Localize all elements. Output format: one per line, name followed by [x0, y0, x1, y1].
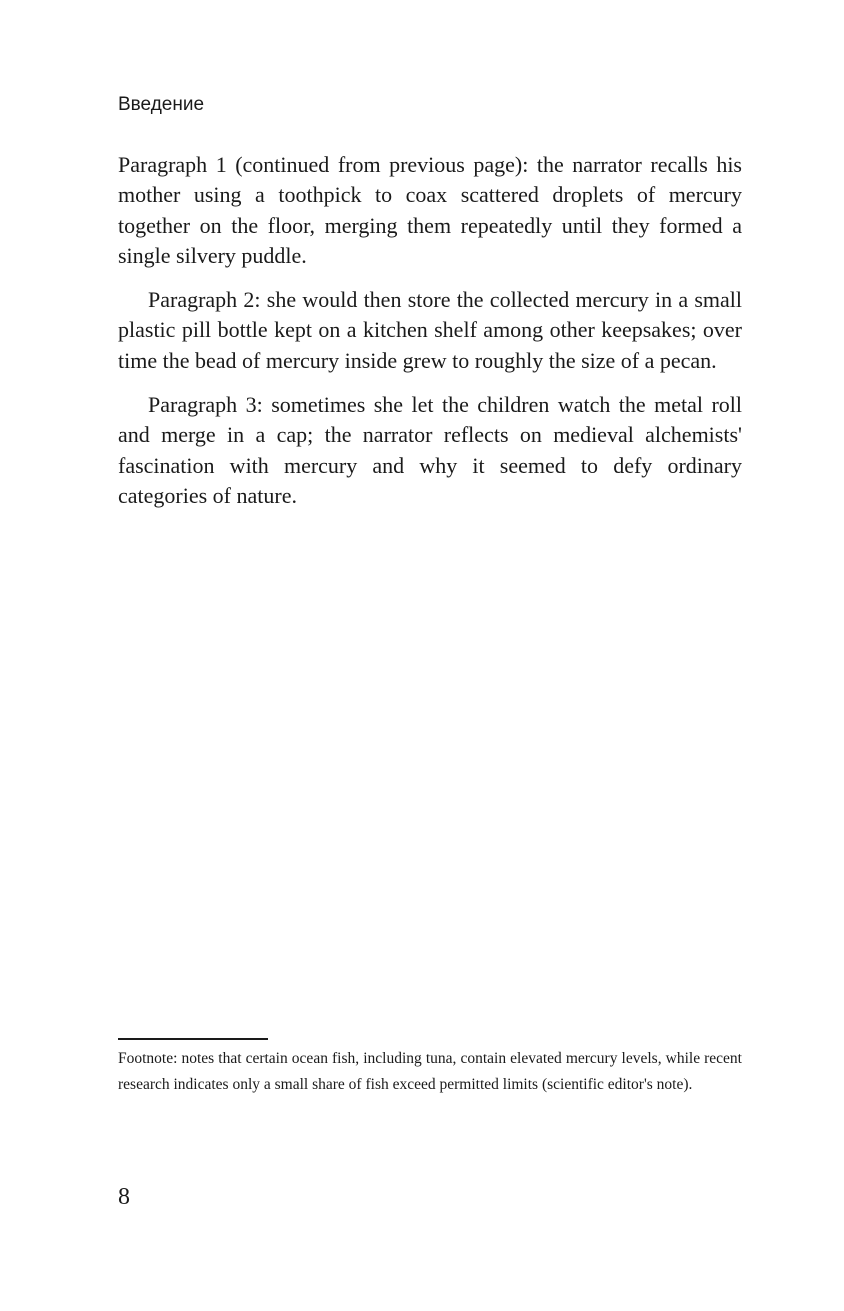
paragraph-2-summary: Paragraph 2: she would then store the collected mercury in a small plastic pill bottle kept on a kitchen shelf among other keepsakes; over time the bead of mercury inside grew to roughly the size of a pecan. — [118, 287, 742, 373]
paragraph-3-summary: Paragraph 3: sometimes she let the children watch the metal roll and merge in a cap; the narrator reflects on medieval alchemists' fascination with mercury and why it seemed to defy ordinary categories of nature. — [118, 392, 742, 508]
footnote — [118, 1046, 742, 1097]
page-number: 8 — [118, 1184, 130, 1210]
footnote-divider — [118, 1038, 268, 1040]
running-header: Введение — [118, 94, 205, 115]
main-text-summary — [118, 150, 742, 525]
paragraph-1-summary: Paragraph 1 (continued from previous page): the narrator recalls his mother using a toothpick to coax scattered droplets of mercury together on the floor, merging them repeatedly until they formed a single silvery puddle. — [118, 152, 742, 268]
footnote-summary: Footnote: notes that certain ocean fish, including tuna, contain elevated mercury levels, while recent research indicates only a small share of fish exceed permitted limits (scientific editor's note). — [118, 1050, 742, 1093]
